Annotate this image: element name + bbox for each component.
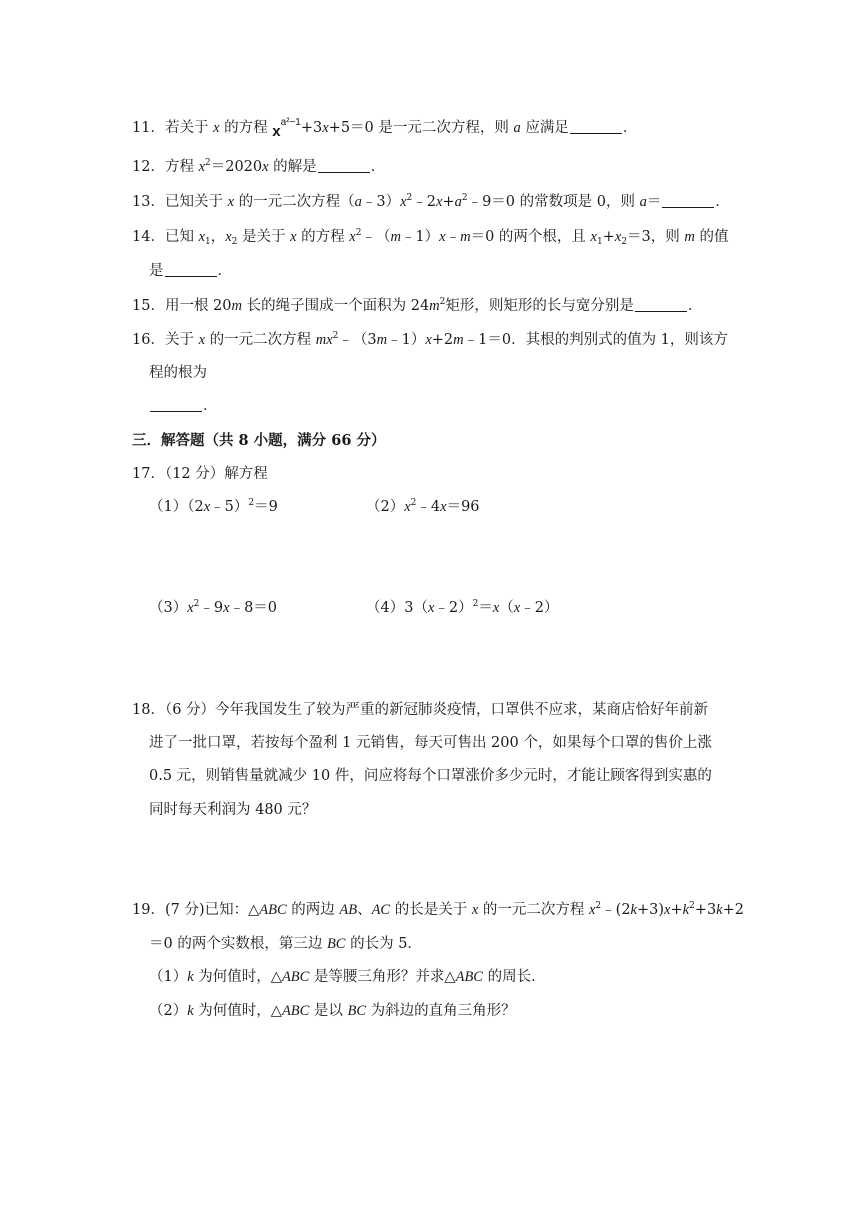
text: ＝0 的两个实数根，第三边 <box>149 936 327 952</box>
var: a <box>639 194 647 210</box>
question-18-line-2 <box>149 733 712 753</box>
text: （1）（2 <box>149 499 204 515</box>
text: 19．(7 分)已知：△ <box>132 902 260 918</box>
text: 17．（12 分）解方程 <box>132 466 268 482</box>
question-number: 16． <box>132 332 165 348</box>
answer-blank[interactable] <box>150 397 202 412</box>
var: m <box>684 229 695 245</box>
var: m <box>315 332 327 348</box>
text: 的周长． <box>482 969 546 985</box>
exponent: 2 <box>193 599 200 609</box>
text: ﹣9＝0 的常数项是 0，则 <box>467 194 640 210</box>
var: x <box>590 229 597 245</box>
var: m <box>376 332 388 348</box>
var: k <box>630 902 637 918</box>
var: a <box>354 194 362 210</box>
text: （2） <box>366 499 405 515</box>
text: （ <box>499 600 514 616</box>
question-number: 13． <box>132 194 165 210</box>
text: ﹣1＝0．其根的判别式的值为 1，则该方 <box>463 332 728 348</box>
text: 关于 <box>164 332 199 348</box>
exponent: 2 <box>595 901 602 911</box>
question-number: 11． <box>132 120 165 136</box>
exponent: 2 <box>332 331 339 341</box>
var: x <box>664 902 671 918</box>
text: 程的根为 <box>149 365 207 381</box>
text: ＝0 的两个根，且 <box>470 229 591 245</box>
var: x <box>262 159 269 175</box>
text: 已知 <box>164 229 199 245</box>
var: x <box>198 159 205 175</box>
text: 长的绳子围成一个面积为 24 <box>242 298 430 314</box>
var: x <box>425 332 432 348</box>
text: +3 <box>694 902 717 918</box>
text: 的一元二次方程 <box>205 332 316 348</box>
text: ﹣1） <box>387 332 426 348</box>
text: ﹣8＝0 <box>229 600 278 616</box>
question-16-continued <box>149 363 207 383</box>
text: 是等腰三角形？并求△ <box>309 969 456 985</box>
text: +2 <box>722 902 744 918</box>
text: ＝ <box>478 600 493 616</box>
text: ． <box>622 120 638 136</box>
question-16-answer-line <box>149 396 218 416</box>
text: +2 <box>431 332 454 348</box>
var: k <box>187 1003 194 1019</box>
var: x <box>427 600 435 616</box>
base-x: x <box>272 123 281 140</box>
question-12 <box>132 157 385 177</box>
question-19-part-1 <box>149 967 546 987</box>
text: ＝96 <box>446 499 480 515</box>
text: ＝9 <box>254 499 278 515</box>
exponent: 2 <box>461 193 468 203</box>
text: ﹣3） <box>361 194 401 210</box>
text: ﹣2 <box>412 194 436 210</box>
text: 、 <box>357 902 372 918</box>
exponent: 2 <box>406 193 413 203</box>
var: BC <box>326 936 346 952</box>
text: ． <box>715 194 730 210</box>
text: + <box>670 902 683 918</box>
answer-blank[interactable] <box>635 297 687 312</box>
var: x <box>225 229 232 245</box>
var: x <box>203 499 211 515</box>
answer-blank[interactable] <box>662 193 714 208</box>
text: 同时每天利润为 480 元？ <box>149 802 317 818</box>
question-19-part-2 <box>149 1001 516 1021</box>
question-13 <box>132 192 730 212</box>
text: （2） <box>149 1003 188 1019</box>
var: m <box>390 229 401 245</box>
text: 的长是关于 <box>390 902 472 918</box>
var: x <box>213 120 220 136</box>
subscript: 2 <box>231 237 238 247</box>
text: ， <box>210 229 226 245</box>
subscript: 1 <box>596 237 603 247</box>
var: AC <box>371 902 391 918</box>
var: k <box>682 902 690 918</box>
var: k <box>187 969 194 985</box>
var: x <box>290 229 297 245</box>
text: + <box>602 229 615 245</box>
q17-part-2 <box>366 497 480 517</box>
text: 为何值时，△ <box>193 969 282 985</box>
answer-blank[interactable] <box>318 158 370 173</box>
exponent: 2 <box>248 498 255 508</box>
question-19-line-1 <box>132 900 744 920</box>
var: x <box>439 229 446 245</box>
q17-part-4 <box>366 598 558 618</box>
text: ． <box>217 263 232 279</box>
text: 是 <box>149 263 164 279</box>
text: 18．（6 分）今年我国发生了较为严重的新冠肺炎疫情，口罩供不应求，某商店恰好年前新 <box>132 702 709 718</box>
text: （1） <box>149 969 188 985</box>
text: 的方程 <box>219 120 273 136</box>
section-heading: 三．解答题（共 8 小题，满分 66 分） <box>132 432 386 449</box>
text: （4）3（ <box>366 600 428 616</box>
var: x <box>400 194 407 210</box>
question-15 <box>132 296 702 316</box>
var: m <box>460 229 471 245</box>
var: m <box>429 298 440 314</box>
var: x <box>588 902 596 918</box>
var: x <box>513 600 521 616</box>
text: ﹣（ <box>361 229 391 245</box>
text: 为何值时，△ <box>193 1003 282 1019</box>
var: x <box>492 600 500 616</box>
exponent: 2 <box>355 228 362 238</box>
text: 用一根 20 <box>164 298 232 314</box>
exponent: 2 <box>689 901 695 911</box>
text: 应满足 <box>520 120 569 136</box>
text: （3） <box>149 600 188 616</box>
text: ﹣5） <box>210 499 249 515</box>
answer-blank[interactable] <box>570 119 622 134</box>
var: AB <box>339 902 358 918</box>
text: ﹣4 <box>416 499 441 515</box>
var: ABC <box>259 902 287 918</box>
q17-part-1 <box>149 497 278 517</box>
question-number: 14． <box>132 229 165 245</box>
question-19-line-2 <box>149 934 422 954</box>
text: ﹣9 <box>199 600 224 616</box>
question-number: 15． <box>132 298 165 314</box>
var: x <box>436 194 443 210</box>
var: ABC <box>281 1003 310 1019</box>
text: 0.5 元，则销售量就减少 10 件，问应将每个口罩涨价多少元时，才能让顾客得到实惠的 <box>149 768 712 784</box>
text: ﹣2） <box>520 600 559 616</box>
text: 已知关于 <box>164 194 228 210</box>
text: ． <box>370 159 386 175</box>
exponent: 2 <box>472 599 479 609</box>
text: 若关于 <box>164 120 214 136</box>
var: x <box>349 229 356 245</box>
text: +5＝0 是一元二次方程，则 <box>328 120 514 136</box>
var: a <box>513 120 521 136</box>
question-18-line-3 <box>149 766 712 786</box>
text: ． <box>203 398 218 414</box>
var: ABC <box>281 969 310 985</box>
text: + <box>442 194 455 210</box>
exponent: 2 <box>439 297 446 307</box>
text: +3 <box>300 120 323 136</box>
text: 方程 <box>164 159 199 175</box>
subscript: 1 <box>205 237 211 247</box>
var: BC <box>347 1003 367 1019</box>
text: 的长为 5． <box>345 936 422 952</box>
text: 是关于 <box>237 229 291 245</box>
text: 的一元二次方程（ <box>234 194 355 210</box>
text: ﹣ <box>445 229 461 245</box>
var: x <box>322 120 329 136</box>
var: x <box>471 902 479 918</box>
text: ﹣（3 <box>338 332 377 348</box>
answer-blank[interactable] <box>165 262 217 277</box>
text: ＝2020 <box>210 159 263 175</box>
text: 进了一批口罩，若按每个盈利 1 元销售，每天可售出 200 个，如果每个口罩的售价上涨 <box>149 735 712 751</box>
question-14 <box>132 227 728 247</box>
text: ﹣1） <box>400 229 440 245</box>
text: 的两边 <box>286 902 340 918</box>
text: ﹣2） <box>434 600 473 616</box>
text: ﹣(2 <box>601 902 631 918</box>
question-16 <box>132 330 728 350</box>
var: x <box>223 600 230 616</box>
question-17 <box>132 464 268 484</box>
q17-part-3 <box>149 598 277 618</box>
var: x <box>187 600 194 616</box>
question-number: 12． <box>132 159 165 175</box>
question-14-continued <box>149 261 232 281</box>
text: ． <box>687 298 703 314</box>
var: x <box>404 499 411 515</box>
question-11 <box>132 118 637 142</box>
var: m <box>231 298 242 314</box>
text: 为斜边的直角三角形？ <box>366 1003 516 1019</box>
var: x <box>227 194 234 210</box>
var: x <box>440 499 447 515</box>
text: ＝3，则 <box>627 229 685 245</box>
var: k <box>716 902 723 918</box>
subscript: 2 <box>621 237 628 247</box>
exponent: a²−1 <box>280 117 301 128</box>
text: ＝ <box>646 194 662 210</box>
text: 的解是 <box>268 159 317 175</box>
var: m <box>453 332 464 348</box>
text: +3) <box>636 902 665 918</box>
exponent: 2 <box>205 158 211 168</box>
text: 的一元二次方程 <box>478 902 589 918</box>
var: ABC <box>455 969 483 985</box>
var: x <box>198 332 205 348</box>
var: x <box>326 332 333 348</box>
question-18-line-4 <box>149 800 316 820</box>
var: a <box>454 194 462 210</box>
text: 是以 <box>309 1003 348 1019</box>
text: 的值 <box>694 229 729 245</box>
var: x <box>614 229 622 245</box>
var: x <box>198 229 205 245</box>
text: 的方程 <box>296 229 350 245</box>
exponent: 2 <box>410 498 417 508</box>
section-title <box>132 431 385 451</box>
text: 矩形，则矩形的长与宽分别是 <box>445 298 634 314</box>
question-18-line-1 <box>132 700 708 720</box>
